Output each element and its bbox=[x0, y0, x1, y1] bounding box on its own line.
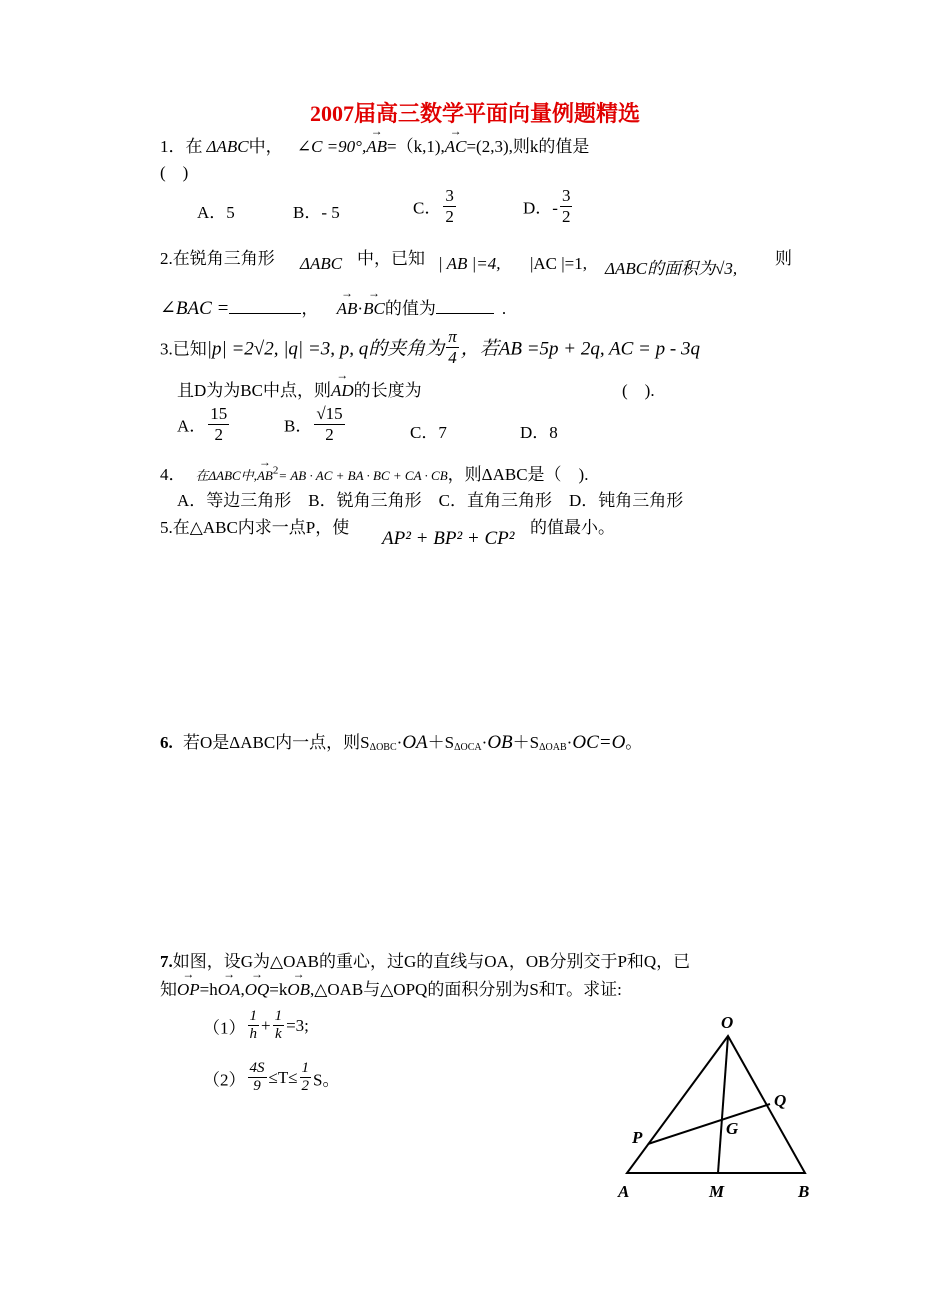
label-b: B bbox=[798, 1182, 810, 1201]
q2-value-is: 的值为 bbox=[384, 299, 436, 318]
q3-line2 bbox=[177, 376, 422, 401]
q7-vector-ob: → OB bbox=[287, 980, 310, 1000]
q7-part-1 bbox=[203, 1008, 309, 1044]
q7-p2-f1d: 9 bbox=[253, 1078, 261, 1095]
q7-vector-oa: → OA bbox=[218, 980, 241, 1000]
q3-line2c: 的长度为 bbox=[353, 381, 422, 400]
q1-c-den: 2 bbox=[445, 206, 454, 226]
q1-question: 则k的值是 bbox=[512, 137, 590, 156]
q2-lead: 2.在锐角三角形 bbox=[160, 249, 275, 268]
q3-option-b-label: B． bbox=[284, 416, 313, 436]
q7-p1-label: （1） bbox=[203, 1018, 246, 1038]
q3-option-c: C．7 bbox=[410, 423, 447, 442]
q1-d-den: 2 bbox=[561, 206, 571, 226]
q7-p1-frac2 bbox=[273, 1008, 285, 1044]
q3-option-d: D．8 bbox=[520, 423, 558, 442]
q1-vector-ab: → AB bbox=[366, 137, 387, 157]
q3-line2b: 为BC中点，则 bbox=[223, 381, 331, 400]
q6-s3-sub: ΔOAB bbox=[539, 742, 567, 753]
q1-option-d-fraction bbox=[560, 186, 573, 226]
q2-triangle: ΔABC bbox=[300, 254, 343, 273]
q1-triangle: ΔABC bbox=[206, 137, 249, 156]
q3-b-den: 2 bbox=[325, 424, 334, 444]
q7-p2-frac2 bbox=[300, 1060, 312, 1096]
q1-option-d-label: D．- bbox=[523, 198, 558, 218]
q1-c-num: 3 bbox=[445, 186, 454, 205]
label-o: O bbox=[721, 1013, 734, 1032]
q1-option-a: A．5 bbox=[197, 203, 235, 222]
q6-ob: OB bbox=[487, 732, 513, 753]
q3-angle-fraction bbox=[446, 327, 459, 367]
q3-condition-2: ，若AB =5p + 2q, AC = p - 3q bbox=[460, 338, 700, 360]
q2-abs-ac: |AC |=1, bbox=[530, 254, 588, 273]
q6-oc: OC bbox=[572, 732, 599, 753]
q3-line1 bbox=[160, 327, 700, 367]
q7-line2: 知→ OP=h→ OA,→ OQ=k→ OB,△OAB与△OPQ的面积分别为S和T。求证: bbox=[160, 975, 622, 1000]
q3-line2a: 且D为 bbox=[177, 381, 224, 400]
q4-statement: 在ΔABC中, bbox=[195, 468, 257, 483]
q7-p1-f1n: 1 bbox=[248, 1008, 260, 1026]
q4-tail: ，则ΔABC是（ ). bbox=[447, 465, 589, 484]
q2-answer-blank-1[interactable] bbox=[229, 313, 301, 314]
q6-oa: OA bbox=[402, 732, 428, 753]
q6-text: 若O是ΔABC内一点，则 bbox=[183, 733, 361, 752]
label-a: A bbox=[618, 1182, 630, 1201]
q7-p1-frac1 bbox=[248, 1008, 260, 1044]
q7-eq-k: =k bbox=[269, 980, 288, 999]
q4-options: A．等边三角形 B．锐角三角形 C．直角三角形 D．钝角三角形 bbox=[177, 491, 684, 510]
q6-end: 。 bbox=[625, 733, 643, 752]
q7-line1 bbox=[160, 947, 690, 972]
label-m: M bbox=[709, 1182, 725, 1201]
q1-text: 中， bbox=[248, 137, 283, 156]
q3-paren: ( ). bbox=[622, 381, 655, 400]
q3-a-num: 15 bbox=[210, 404, 228, 423]
q7-p1-eq: =3; bbox=[286, 1015, 309, 1035]
q2-answer-blank-2[interactable] bbox=[436, 313, 494, 314]
q1-option-c-label: C． bbox=[413, 198, 442, 218]
q7-p2-f1n: 4S bbox=[248, 1060, 267, 1078]
line-pq bbox=[648, 1104, 770, 1144]
q7-line2b: ,△OAB与△OPQ的面积分别为S和T。求证: bbox=[310, 980, 622, 999]
q7-line1-text: 如图，设G为△OAB的重心，过G的直线与OA，OB分别交于P和Q，已 bbox=[172, 952, 691, 971]
q1-vector-ac: → AC bbox=[445, 137, 467, 157]
q3-condition: |p| =2√2, |q| =3, p, q的夹角为 bbox=[206, 338, 445, 360]
q2-known: 中，已知 bbox=[357, 249, 425, 268]
q7-part-2 bbox=[203, 1060, 340, 1096]
q1-eq2: =(2,3), bbox=[466, 137, 513, 156]
q3-four: 4 bbox=[448, 347, 457, 367]
q1-option-c bbox=[413, 186, 458, 226]
q6-equals: =O bbox=[598, 732, 626, 753]
question-1 bbox=[160, 132, 589, 157]
q4-square: 2 bbox=[272, 464, 279, 477]
q1-option-c-fraction bbox=[443, 186, 456, 226]
label-q: Q bbox=[774, 1091, 787, 1110]
q3-pi: π bbox=[448, 327, 457, 346]
median-om bbox=[718, 1036, 728, 1173]
q7-p1-f2n: 1 bbox=[273, 1008, 285, 1026]
q6-number: 6. bbox=[160, 733, 173, 752]
q3-vector-ad: → AD bbox=[331, 381, 354, 401]
q7-vector-oq: → OQ bbox=[245, 980, 270, 1000]
q7-p2-label: （2） bbox=[203, 1070, 246, 1090]
q7-number: 7. bbox=[160, 952, 173, 971]
q7-p1-f2d: k bbox=[275, 1026, 282, 1043]
q3-lead: 3.已知 bbox=[160, 339, 207, 359]
label-g: G bbox=[726, 1119, 739, 1138]
triangle-figure bbox=[600, 1000, 840, 1210]
label-p: P bbox=[632, 1128, 643, 1147]
q4-vector-ab: → AB bbox=[257, 468, 273, 484]
q7-p1-f1d: h bbox=[249, 1026, 257, 1043]
q3-b-num: √15 bbox=[316, 404, 343, 423]
q1-eq1: =（k,1), bbox=[386, 137, 445, 156]
q1-number: 1．在 bbox=[160, 137, 203, 156]
q5-text: 5.在△ABC内求一点P，使 bbox=[160, 518, 350, 537]
q2-area: ΔABC的面积为√3, bbox=[605, 259, 738, 278]
q3-a-den: 2 bbox=[214, 424, 224, 444]
q1-angle: ∠C =90°, bbox=[296, 137, 367, 156]
q4-expression: = AB · AC + BA · BC + CA · CB bbox=[278, 468, 448, 483]
q2-line2 bbox=[160, 294, 506, 320]
q2-dot: · bbox=[357, 299, 364, 318]
q1-option-b: B．- 5 bbox=[293, 203, 340, 222]
q5-tail: 的值最小。 bbox=[530, 518, 615, 537]
q1-option-d bbox=[523, 186, 574, 226]
q2-angle: ∠BAC = bbox=[160, 298, 230, 319]
q3-option-b-fraction bbox=[314, 404, 344, 444]
q3-option-a bbox=[177, 404, 231, 444]
q7-eq-h: =h bbox=[199, 980, 218, 999]
q7-p2-f2n: 1 bbox=[300, 1060, 312, 1078]
q2-vector-ab: → AB bbox=[337, 299, 358, 319]
q2-then: 则 bbox=[775, 249, 792, 268]
q6-s1: S bbox=[360, 733, 370, 752]
q7-p2-frac1 bbox=[248, 1060, 267, 1096]
q7-p2-f2d: 2 bbox=[301, 1078, 310, 1095]
q3-option-a-fraction bbox=[208, 404, 229, 444]
page-title: 2007届高三数学平面向量例题精选 bbox=[309, 101, 640, 126]
q3-option-b bbox=[284, 404, 347, 444]
q3-option-a-label: A． bbox=[177, 416, 207, 436]
q7-vector-op: → OP bbox=[177, 980, 200, 1000]
q2-abs-ab: | AB |=4, bbox=[438, 254, 501, 273]
question-6: 6. 若O是ΔABC内一点，则$S_{\Delta OBC}\cdot OA+S_{\Delta OCA}\cdot OB+S_{\Delta OAB}\cdot OC=O$。 bbox=[160, 732, 643, 753]
q2-comma: ， bbox=[301, 299, 319, 318]
q2-period: . bbox=[501, 299, 507, 318]
q6-s2-sub: ΔOCA bbox=[454, 742, 482, 753]
q6-plus1: ＋S bbox=[427, 733, 455, 752]
q1-paren: ( ) bbox=[160, 163, 189, 182]
q7-p2-end: S。 bbox=[313, 1070, 340, 1090]
q4-lead: 4． bbox=[160, 465, 186, 484]
q1-d-num: 3 bbox=[561, 186, 571, 205]
q5-expression: AP² + BP² + CP² bbox=[382, 528, 515, 549]
q2-vector-bc: → BC bbox=[363, 299, 385, 319]
q7-p2-mid: ≤T≤ bbox=[268, 1067, 298, 1087]
q7-line2a: 知 bbox=[160, 980, 177, 999]
q7-p1-plus: + bbox=[261, 1015, 271, 1035]
q6-s1-sub: ΔOBC bbox=[369, 742, 397, 753]
q4-line1 bbox=[160, 460, 588, 485]
q6-plus2: ＋S bbox=[512, 733, 540, 752]
